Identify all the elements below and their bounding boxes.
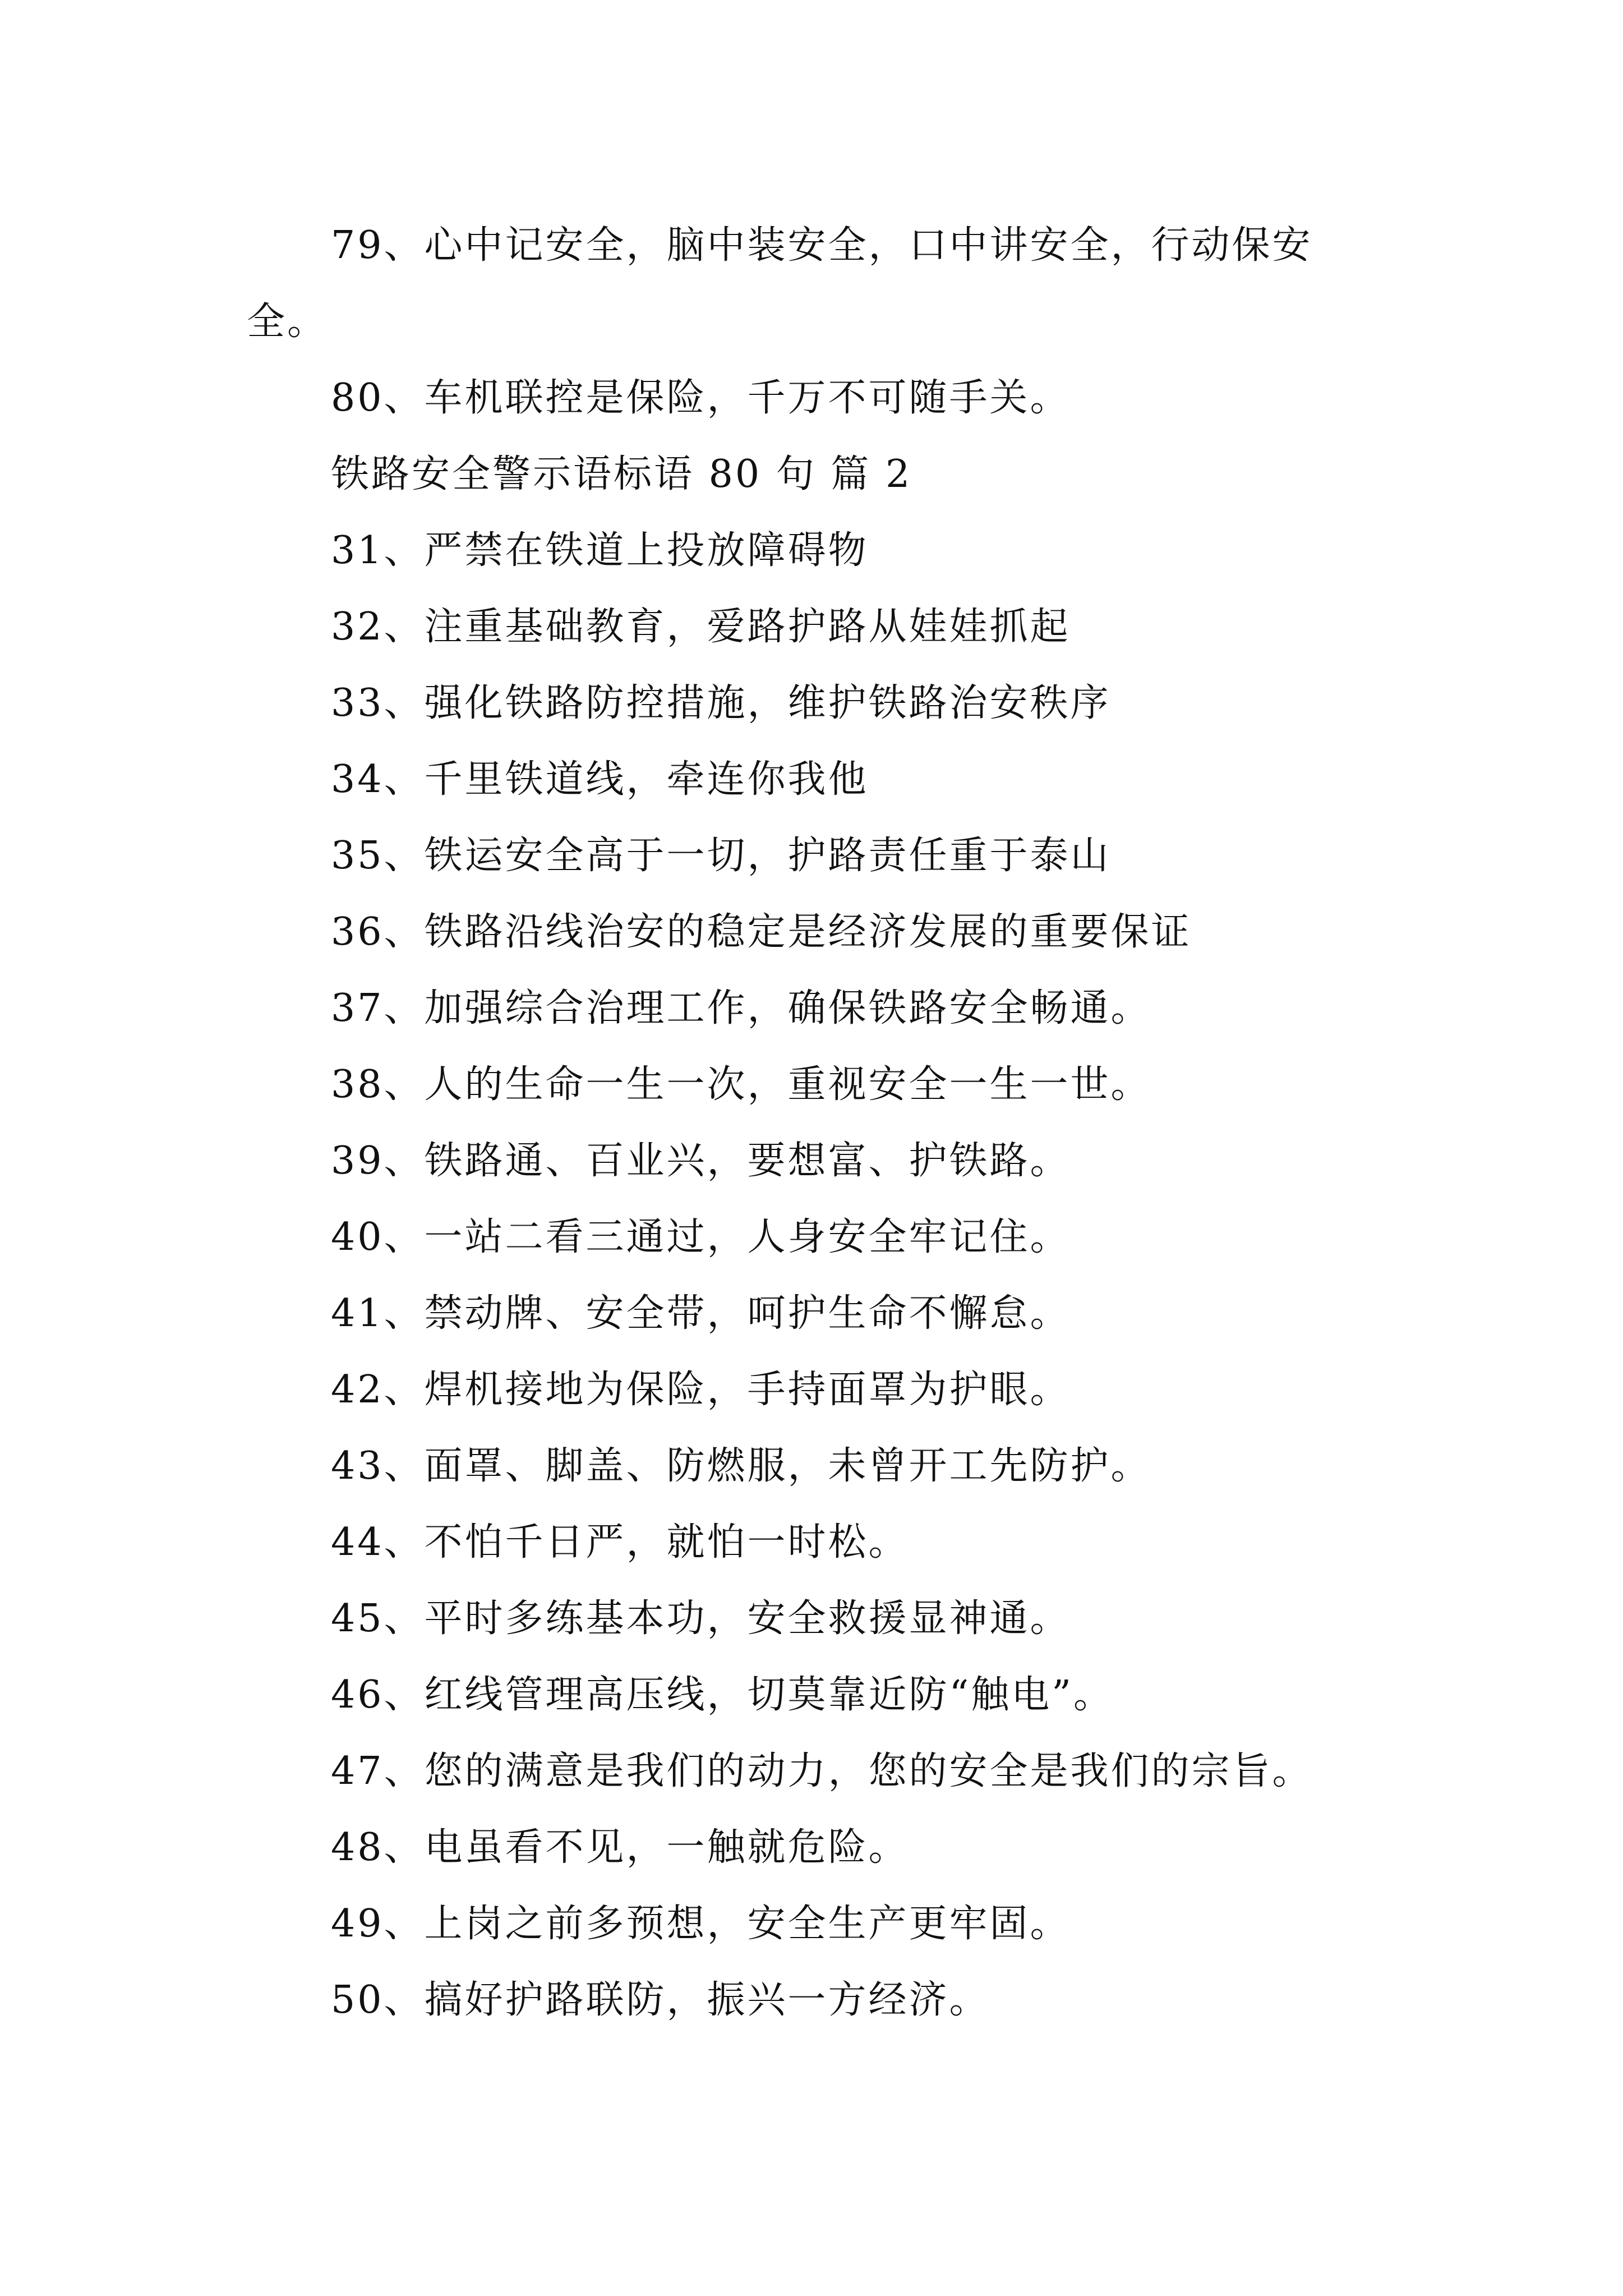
text-line-40: 40、一站二看三通过，人身安全牢记住。: [331, 1215, 1071, 1259]
text-line-44: 44、不怕千日严，就怕一时松。: [331, 1520, 909, 1565]
text-line-79-cont: 全。: [247, 300, 328, 344]
section-heading: 铁路安全警示语标语 80 句 篇 2: [331, 452, 912, 496]
text-line-41: 41、禁动牌、安全带，呵护生命不懈怠。: [331, 1291, 1071, 1336]
text-line-46: 46、红线管理高压线，切莫靠近防“触电”。: [331, 1673, 1114, 1717]
text-line-35: 35、铁运安全高于一切，护路责任重于泰山: [331, 834, 1111, 878]
text-line-38: 38、人的生命一生一次，重视安全一生一世。: [331, 1062, 1151, 1107]
text-line-48: 48、电虽看不见，一触就危险。: [331, 1825, 909, 1870]
text-line-32: 32、注重基础教育，爱路护路从娃娃抓起: [331, 605, 1071, 649]
text-line-45: 45、平时多练基本功，安全救援显神通。: [331, 1596, 1071, 1641]
text-line-42: 42、焊机接地为保险，手持面罩为护眼。: [331, 1368, 1071, 1412]
document-body: [247, 208, 1391, 2039]
text-line-39: 39、铁路通、百业兴，要想富、护铁路。: [331, 1139, 1071, 1183]
text-line-47: 47、您的满意是我们的动力，您的安全是我们的宗旨。: [331, 1749, 1313, 1793]
text-line-80: 80、车机联控是保险，千万不可随手关。: [331, 376, 1071, 420]
text-line-36: 36、铁路沿线治安的稳定是经济发展的重要保证: [331, 910, 1192, 954]
text-line-33: 33、强化铁路防控措施，维护铁路治安秩序: [331, 681, 1111, 725]
text-line-43: 43、面罩、脚盖、防燃服，未曾开工先防护。: [331, 1444, 1151, 1488]
text-line-50: 50、搞好护路联防，振兴一方经济。: [331, 1978, 990, 2022]
text-line-34: 34、千里铁道线，牵连你我他: [331, 757, 869, 802]
text-line-79: 79、心中记安全，脑中装安全，口中讲安全，行动保安: [331, 223, 1313, 268]
text-line-37: 37、加强综合治理工作，确保铁路安全畅通。: [331, 986, 1151, 1030]
text-line-49: 49、上岗之前多预想，安全生产更牢固。: [331, 1902, 1071, 1946]
text-line-31: 31、严禁在铁道上投放障碍物: [331, 528, 869, 573]
